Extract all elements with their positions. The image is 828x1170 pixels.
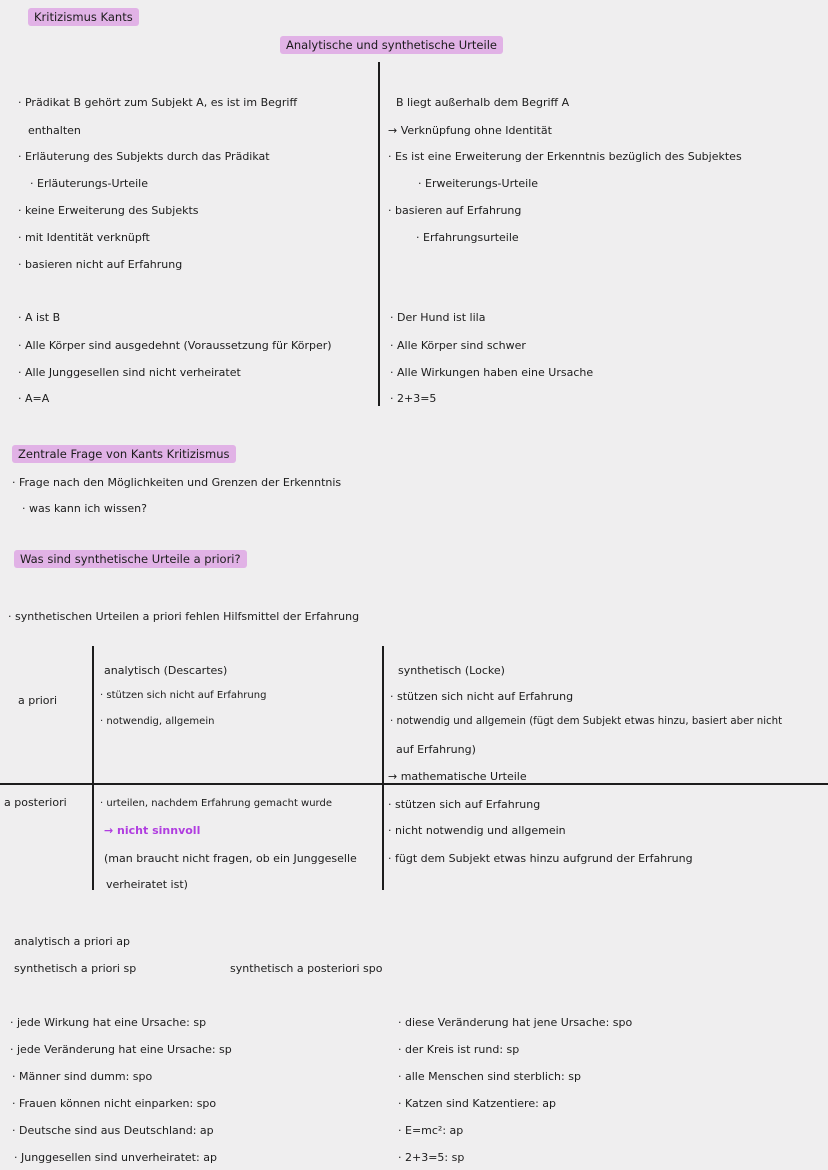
cell-text: · notwendig, allgemein [100,716,215,727]
table-divider-horizontal [0,783,828,785]
cell-text: verheiratet ist) [106,878,188,891]
abbr-sp: synthetisch a priori sp [14,962,137,975]
left-text-line: · keine Erweiterung des Subjekts [18,204,199,217]
example-left: · Deutsche sind aus Deutschland: ap [12,1124,214,1137]
left-text-line: enthalten [28,124,81,137]
example-left: · Frauen können nicht einparken: spo [12,1097,217,1110]
section-heading-urteile: Analytische und synthetische Urteile [280,36,503,54]
section-heading-synthetisch-apriori: Was sind synthetische Urteile a priori? [14,550,247,568]
left-example: · A ist B [18,311,61,324]
example-left: · jede Veränderung hat eine Ursache: sp [10,1043,232,1056]
example-right: · der Kreis ist rund: sp [398,1043,520,1056]
divider-vertical [378,62,380,406]
right-text-line: · Erweiterungs-Urteile [418,177,539,190]
example-right: · 2+3=5: sp [398,1151,465,1164]
right-example: · 2+3=5 [390,392,437,405]
highlight-nicht-sinnvoll: → nicht sinnvoll [104,824,201,837]
table-divider-right [382,646,384,890]
abbr-spo: synthetisch a posteriori spo [230,962,383,975]
example-right: · alle Menschen sind sterblich: sp [398,1070,581,1083]
example-right: · Katzen sind Katzentiere: ap [398,1097,557,1110]
section-heading-zentrale-frage: Zentrale Frage von Kants Kritizismus [12,445,236,463]
left-text-line: · basieren nicht auf Erfahrung [18,258,183,271]
left-example: · Alle Junggesellen sind nicht verheiratet [18,366,241,379]
table-divider-left [92,646,94,890]
question-line: · Frage nach den Möglichkeiten und Grenzen der Erkenntnis [12,476,342,489]
abbr-ap: analytisch a priori ap [14,935,130,948]
example-right: · E=mc²: ap [398,1124,464,1137]
cell-text: · fügt dem Subjekt etwas hinzu aufgrund der Erfahrung [388,852,693,865]
right-example: · Alle Wirkungen haben eine Ursache [390,366,594,379]
right-example: · Der Hund ist lila [390,311,486,324]
right-example: · Alle Körper sind schwer [390,339,526,352]
question-line: · was kann ich wissen? [22,502,147,515]
example-left: · jede Wirkung hat eine Ursache: sp [10,1016,207,1029]
right-text-line: · Erfahrungsurteile [416,231,519,244]
right-text-line: · Es ist eine Erweiterung der Erkenntnis bezüglich des Subjektes [388,150,742,163]
right-text-line: → Verknüpfung ohne Identität [388,124,552,137]
row-label-aposteriori: a posteriori [4,796,67,809]
cell-text: · stützen sich nicht auf Erfahrung [390,690,574,703]
row-label-apriori: a priori [18,694,58,707]
cell-text: → mathematische Urteile [388,770,527,783]
left-text-line: · mit Identität verknüpft [18,231,150,244]
col-header-analytisch: analytisch (Descartes) [104,664,228,677]
page-title: Kritizismus Kants [28,8,139,26]
left-text-line: · Prädikat B gehört zum Subjekt A, es ist im Begriff [18,96,298,109]
left-text-line: · Erläuterungs-Urteile [30,177,148,190]
example-left: · Junggesellen sind unverheiratet: ap [14,1151,217,1164]
cell-text: · nicht notwendig und allgemein [388,824,566,837]
col-header-synthetisch: synthetisch (Locke) [398,664,505,677]
cell-text: auf Erfahrung) [396,743,476,756]
example-left: · Männer sind dumm: spo [12,1070,153,1083]
cell-text: · stützen sich nicht auf Erfahrung [100,690,267,701]
cell-text: · notwendig und allgemein (fügt dem Subjekt etwas hinzu, basiert aber nicht [390,716,783,727]
left-text-line: · Erläuterung des Subjekts durch das Prädikat [18,150,270,163]
left-example: · Alle Körper sind ausgedehnt (Voraussetzung für Körper) [18,339,332,352]
example-right: · diese Veränderung hat jene Ursache: spo [398,1016,633,1029]
cell-text: · urteilen, nachdem Erfahrung gemacht wurde [100,798,332,809]
cell-text: (man braucht nicht fragen, ob ein Junggeselle [104,852,357,865]
cell-text: · stützen sich auf Erfahrung [388,798,541,811]
intro-line: · synthetischen Urteilen a priori fehlen Hilfsmittel der Erfahrung [8,610,360,623]
right-text-line: B liegt außerhalb dem Begriff A [396,96,570,109]
right-text-line: · basieren auf Erfahrung [388,204,522,217]
left-example: · A=A [18,392,50,405]
